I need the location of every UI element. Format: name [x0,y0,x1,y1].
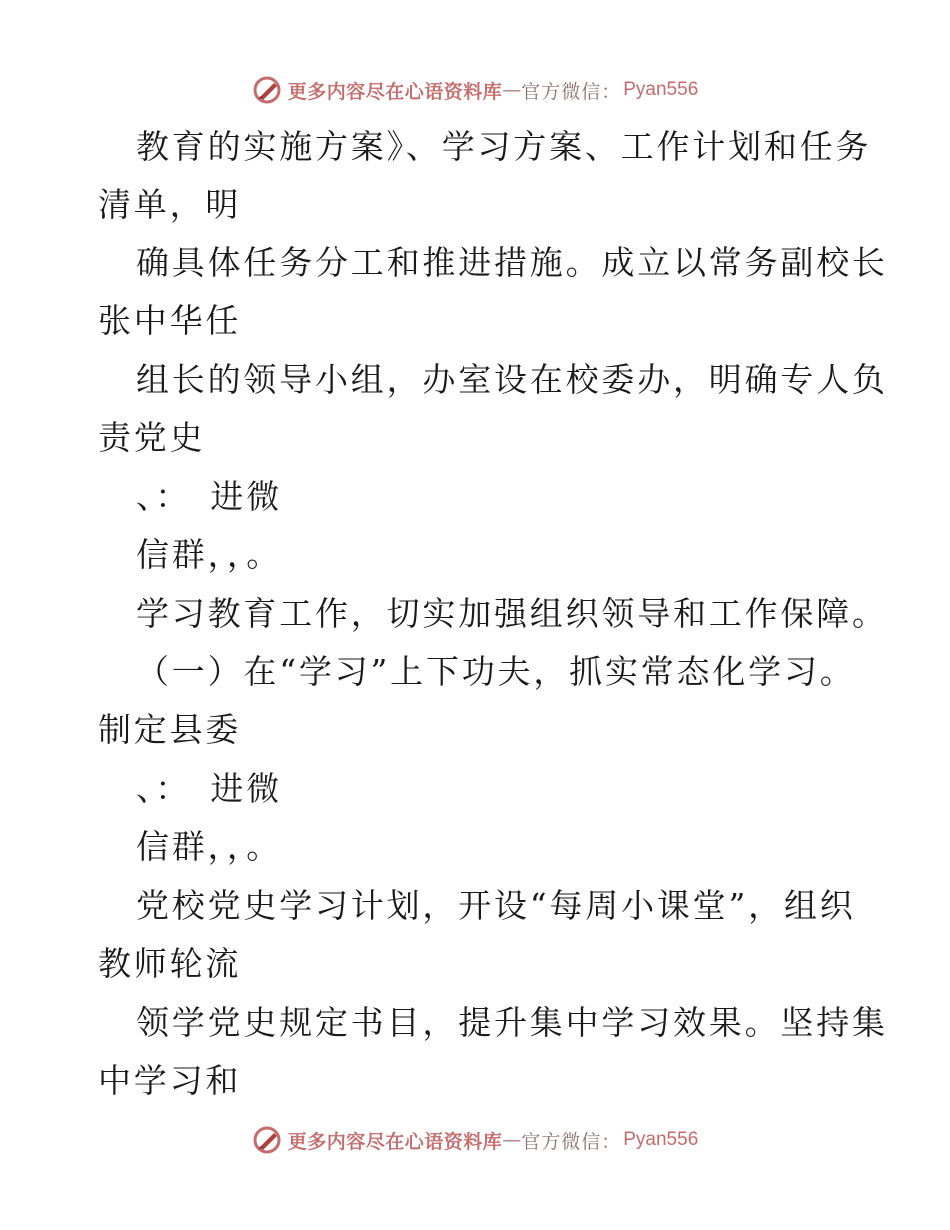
body-line: 党校党史学习计划，开设“每周小课堂”，组织 [136,886,856,925]
watermark-wechat-id: Pyan556 [623,1129,699,1150]
body-line: 教师轮流 [98,944,242,983]
body-line: （一）在“学习”上下功夫，抓实常态化学习。 [136,652,856,691]
body-line: 张中华任 [98,301,242,340]
pen-logo-icon [252,1125,282,1155]
watermark-wechat-label: 官方微信： [521,1130,622,1153]
body-line: 制定县委 [98,710,242,749]
watermark-main-text: 更多内容尽在心语资料库 [287,1130,503,1153]
watermark-separator: — [502,1129,522,1151]
body-line: 、： 进微 [136,769,282,808]
body-line: 信群，，。 [136,535,282,574]
watermark-main-text: 更多内容尽在心语资料库 [287,80,503,103]
body-line: 学习教育工作，切实加强组织领导和工作保障。 [136,594,888,633]
pen-logo-icon [252,75,282,105]
body-line: 信群，，。 [136,827,282,866]
watermark-separator: — [502,79,522,101]
body-line: 中学习和 [98,1061,242,1100]
watermark-wechat-id: Pyan556 [623,79,699,100]
body-line: 清单，明 [98,185,242,224]
body-line: 、： 进微 [136,477,282,516]
body-line: 确具体任务分工和推进措施。成立以常务副校长 [136,243,888,282]
body-line: 责党史 [98,418,206,457]
header-watermark [0,70,950,110]
footer-watermark [0,1120,950,1160]
body-line: 领学党史规定书目，提升集中学习效果。坚持集 [136,1003,888,1042]
body-line: 组长的领导小组，办室设在校委办，明确专人负 [136,360,888,399]
body-line: 教育的实施方案》、学习方案、工作计划和任务 [136,127,872,166]
watermark-wechat-label: 官方微信： [521,80,622,103]
